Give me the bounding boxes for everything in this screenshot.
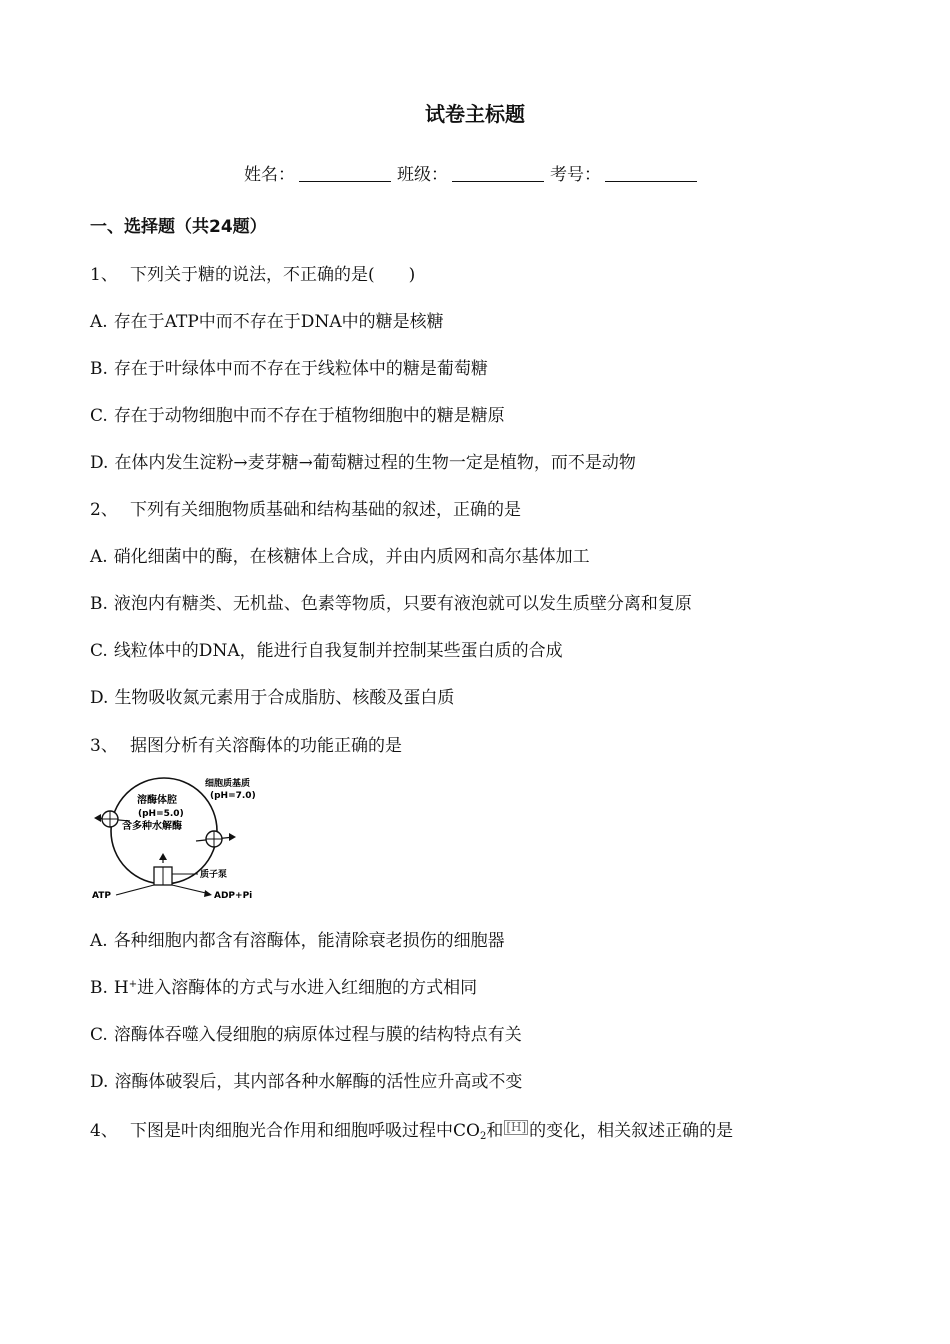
student-info-row <box>244 160 703 185</box>
question-text-mid: 和 <box>486 1121 504 1141</box>
question-3-stem <box>90 731 402 756</box>
option-letter: D. <box>90 1072 109 1092</box>
cytosol-label: 细胞质基质 <box>205 779 251 789</box>
q3-option-c[interactable] <box>90 1020 522 1045</box>
q2-option-d[interactable] <box>90 683 454 708</box>
option-text: 各种细胞内都含有溶酶体，能清除衰老损伤的细胞器 <box>113 931 505 951</box>
q1-option-d[interactable] <box>90 448 636 473</box>
proton-pump <box>116 853 212 897</box>
lumen-label: 溶酶体腔 <box>137 795 177 806</box>
page-title: 试卷主标题 <box>425 102 525 126</box>
q2-option-a[interactable] <box>90 542 590 567</box>
option-letter: C. <box>90 1025 108 1045</box>
question-text-post: 的变化，相关叙述正确的是 <box>529 1121 734 1141</box>
option-letter: A. <box>90 931 108 951</box>
option-letter: D. <box>90 453 109 473</box>
question-text: 据图分析有关溶酶体的功能正确的是 <box>130 736 402 756</box>
option-text: 溶酶体破裂后，其内部各种水解酶的活性应升高或不变 <box>114 1072 523 1092</box>
lysosome-diagram <box>92 777 282 902</box>
q3-option-b[interactable] <box>90 973 477 998</box>
q3-option-a[interactable] <box>90 926 505 951</box>
enzymes-label: 含多种水解酶 <box>122 821 182 832</box>
option-letter: B. <box>90 594 108 614</box>
q2-option-c[interactable] <box>90 636 563 661</box>
option-text: 存在于动物细胞中而不存在于植物细胞中的糖是糖原 <box>113 406 505 426</box>
option-letter: A. <box>90 312 108 332</box>
option-text: 硝化细菌中的酶，在核糖体上合成，并由内质网和高尔基体加工 <box>113 547 590 567</box>
question-text: 下列有关细胞物质基础和结构基础的叙述，正确的是 <box>130 500 521 520</box>
pump-label: 质子泵 <box>200 870 228 880</box>
option-letter: C. <box>90 641 108 661</box>
class-blank[interactable] <box>452 165 544 182</box>
option-text: 生物吸收氮元素用于合成脂肪、核酸及蛋白质 <box>114 688 455 708</box>
question-text-pre: 下图是叶肉细胞光合作用和细胞呼吸过程中CO <box>130 1121 480 1141</box>
superscript: + <box>128 979 138 990</box>
option-text: 存在于ATP中而不存在于DNA中的糖是核糖 <box>113 312 444 332</box>
lumen-ph: (pH=5.0) <box>138 809 184 819</box>
atp-label: ATP <box>92 891 112 901</box>
question-number: 2、 <box>90 500 118 520</box>
section-title: 一、选择题（共24题） <box>90 217 267 237</box>
option-letter: C. <box>90 406 108 426</box>
option-letter: A. <box>90 547 108 567</box>
question-number: 4、 <box>90 1121 118 1141</box>
q2-option-b[interactable] <box>90 589 692 614</box>
option-text: 在体内发生淀粉→麦芽糖→葡萄糖过程的生物一定是植物，而不是动物 <box>114 453 636 473</box>
option-text: 线粒体中的DNA，能进行自我复制并控制某些蛋白质的合成 <box>113 641 563 661</box>
question-number: 3、 <box>90 736 118 756</box>
option-letter: B. <box>90 978 108 998</box>
question-number: 1、 <box>90 265 118 285</box>
name-label: 姓名： <box>244 165 295 185</box>
products-label: ADP+Pi <box>214 891 253 901</box>
q1-option-c[interactable] <box>90 401 505 426</box>
name-blank[interactable] <box>299 165 391 182</box>
right-transporter <box>196 831 236 847</box>
question-text: 下列关于糖的说法，不正确的是( ) <box>130 265 416 285</box>
subscript: 2 <box>479 1131 487 1142</box>
question-1-stem <box>90 260 415 285</box>
option-text-post: 进入溶酶体的方式与水进入红细胞的方式相同 <box>137 978 478 998</box>
cytosol-ph: (pH=7.0) <box>210 791 256 801</box>
h-symbol-image: [H] <box>506 1120 527 1134</box>
exam-no-label: 考号： <box>550 165 601 185</box>
q1-option-b[interactable] <box>90 354 488 379</box>
option-letter: B. <box>90 359 108 379</box>
q1-option-a[interactable] <box>90 307 444 332</box>
q3-option-d[interactable] <box>90 1067 522 1092</box>
option-text: 存在于叶绿体中而不存在于线粒体中的糖是葡萄糖 <box>113 359 488 379</box>
option-text: 液泡内有糖类、无机盐、色素等物质，只要有液泡就可以发生质壁分离和复原 <box>113 594 692 614</box>
option-letter: D. <box>90 688 109 708</box>
option-text-pre: H <box>113 978 129 998</box>
question-2-stem <box>90 495 521 520</box>
option-text: 溶酶体吞噬入侵细胞的病原体过程与膜的结构特点有关 <box>113 1025 522 1045</box>
class-label: 班级： <box>397 165 448 185</box>
exam-no-blank[interactable] <box>605 165 697 182</box>
question-4-stem <box>90 1116 733 1142</box>
